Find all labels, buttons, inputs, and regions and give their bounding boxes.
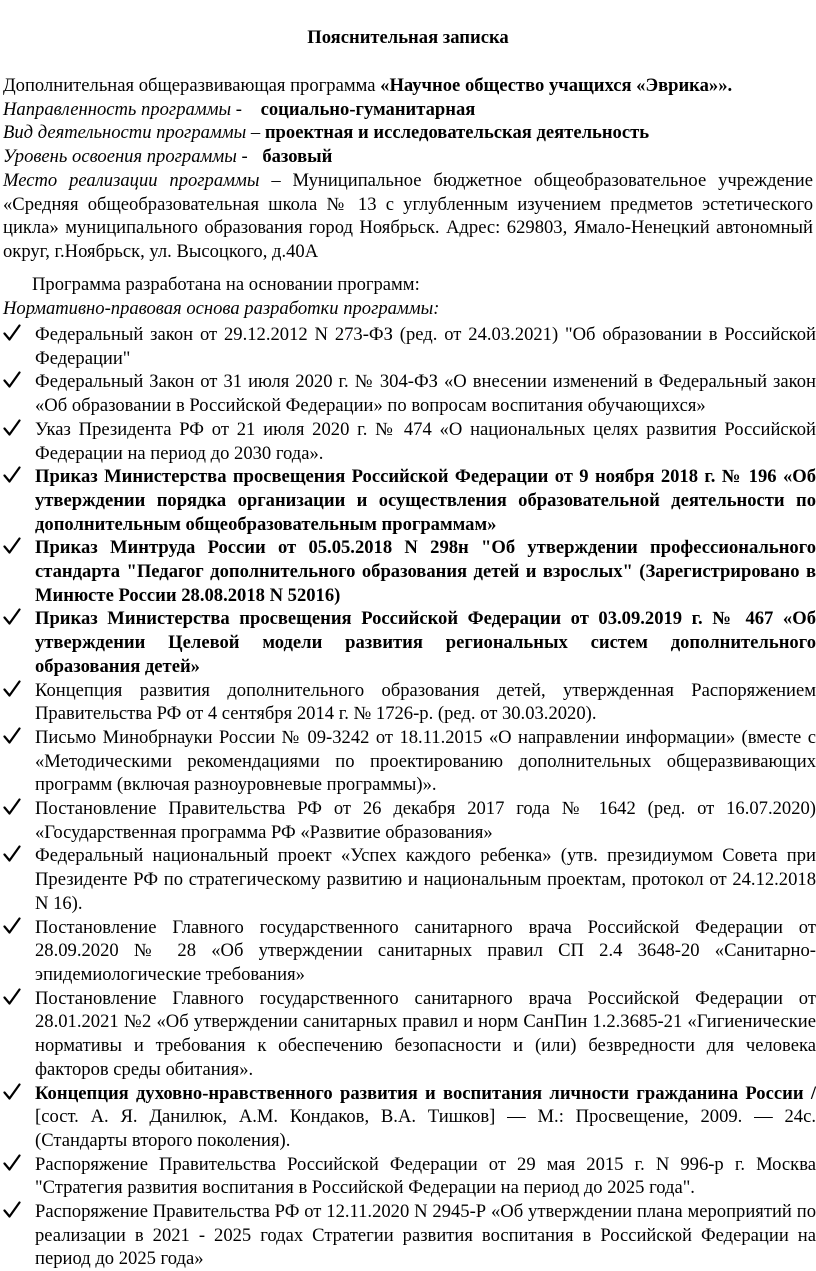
field-label: Уровень освоения программы - bbox=[3, 146, 253, 168]
program-name: «Научное общество учащихся «Эврика»». bbox=[380, 75, 733, 96]
field-label: Вид деятельности программы – bbox=[3, 122, 265, 144]
list-item-text: Приказ Министерства просвещения Российской Федерации от 9 ноября 2018 г. № 196 «Об утверждении порядка организации и осуществления образовательной деятельности по дополнительным общеобразовательным программам» bbox=[35, 466, 816, 535]
check-mark-icon bbox=[3, 679, 23, 701]
check-mark-icon bbox=[3, 323, 23, 345]
list-item-bold-text: Концепция духовно-нравственного развития и воспитания личности гражданина России / bbox=[35, 1082, 816, 1104]
list-item bbox=[3, 679, 816, 726]
check-mark-icon bbox=[3, 536, 23, 558]
legal-basis-list bbox=[3, 323, 816, 1271]
list-item-text: Письмо Минобрнауки России № 09-3242 от 18.11.2015 «О направлении информации» (вместе с «Методическими рекомендациями по проектированию дополнительных общеразвивающих программ (включая разноуровневые программы)». bbox=[35, 726, 816, 796]
place-paragraph bbox=[3, 169, 813, 264]
field-level bbox=[3, 145, 813, 169]
check-mark-icon bbox=[3, 1200, 23, 1222]
check-mark-icon bbox=[3, 418, 23, 440]
check-mark-icon bbox=[3, 916, 23, 938]
list-item bbox=[3, 1082, 816, 1153]
check-mark-icon bbox=[3, 797, 23, 819]
list-item-text: [сост. А. Я. Данилюк, А.М. Кондаков, В.А. Тишков] — М.: Просвещение, 2009. — 24с. (Стандарты второго поколения). bbox=[35, 1106, 816, 1151]
legal-basis-label: Нормативно-правовая основа разработки программы: bbox=[3, 297, 440, 319]
program-prefix: Дополнительная общеразвивающая программа bbox=[3, 75, 381, 96]
program-line bbox=[3, 74, 813, 98]
list-item-text: Федеральный Закон от 31 июля 2020 г. № 304-ФЗ «О внесении изменений в Федеральный закон «Об образовании в Российской Федерации» по вопросам воспитания обучающихся» bbox=[35, 371, 816, 417]
list-item bbox=[3, 536, 816, 607]
field-label: Направленность программы - bbox=[3, 98, 247, 120]
list-item-text: Постановление Правительства РФ от 26 декабря 2017 года № 1642 (ред. от 16.07.2020) «Государственная программа РФ «Развитие образования» bbox=[35, 798, 816, 843]
field-activity bbox=[3, 121, 813, 145]
list-item-text: Распоряжение Правительства Российской Федерации от 29 мая 2015 г. N 996-р г. Москва "Стратегия развития воспитания в Российской Федерации на период до 2025 года". bbox=[35, 1153, 816, 1199]
list-item bbox=[3, 323, 816, 370]
list-item bbox=[3, 370, 816, 417]
list-item bbox=[3, 465, 816, 536]
check-mark-icon bbox=[3, 370, 23, 392]
check-mark-icon bbox=[3, 844, 23, 866]
list-item-text: Распоряжение Правительства РФ от 12.11.2020 N 2945-Р «Об утверждении плана мероприятий по реализации в 2021 - 2025 годах Стратегии развития воспитания в Российской Федерации на период до 2025 года» bbox=[35, 1201, 816, 1270]
place-text: – Муниципальное бюджетное общеобразовательное учреждение «Средняя общеобразовательная школа № 13 с углубленным изучением предметов эстетического цикла» муниципального образования город Ноябрьск. Адрес: 629803, Ямало-Ненецкий автономный округ, г.Ноябрьск, ул. Высоцкого, д.40А bbox=[3, 169, 813, 262]
list-item bbox=[3, 418, 816, 465]
list-item-text: Приказ Минтруда России от 05.05.2018 N 298н "Об утверждении профессионального стандарта "Педагог дополнительного образования детей и взрослых" (Зарегистрировано в Минюсте России 28.08.2018 N 52016) bbox=[35, 537, 816, 606]
field-direction bbox=[3, 98, 813, 122]
check-mark-icon bbox=[3, 465, 23, 487]
list-item bbox=[3, 726, 816, 797]
basis-header bbox=[3, 273, 813, 320]
list-item-text: Федеральный национальный проект «Успех каждого ребенка» (утв. президиумом Совета при Президенте РФ по стратегическому развитию и национальным проектам, протокол от 24.12.2018 N 16). bbox=[35, 845, 816, 914]
list-item-text: Федеральный закон от 29.12.2012 N 273-ФЗ (ред. от 24.03.2021) "Об образовании в Российской Федерации" bbox=[35, 324, 816, 369]
list-item bbox=[3, 987, 816, 1082]
list-item bbox=[3, 1200, 816, 1271]
document-title: Пояснительная записка bbox=[307, 27, 509, 48]
list-item bbox=[3, 1153, 816, 1200]
check-mark-icon bbox=[3, 987, 23, 1009]
based-on-text: Программа разработана на основании программ: bbox=[32, 274, 420, 295]
check-mark-icon bbox=[3, 1082, 23, 1104]
field-value: базовый bbox=[262, 146, 333, 168]
list-item bbox=[3, 844, 816, 915]
list-item-text: Концепция развития дополнительного образования детей, утвержденная Распоряжением Правительства РФ от 4 сентября 2014 г. № 1726-р. (ред. от 30.03.2020). bbox=[35, 679, 816, 725]
list-item-text: Постановление Главного государственного санитарного врача Российской Федерации от 28.01.2021 №2 «Об утверждении санитарных правил и норм СанПин 1.2.3685-21 «Гигиенические нормативы и требования к обеспечению безопасности и (или) безвредности для человека факторов среды обитания». bbox=[35, 987, 816, 1080]
list-item bbox=[3, 797, 816, 844]
list-item-text: Постановление Главного государственного санитарного врача Российской Федерации от 28.09.2020 № 28 «Об утверждении санитарных правил СП 2.4 3648-20 «Санитарно-эпидемиологические требования» bbox=[35, 916, 816, 985]
list-item bbox=[3, 607, 816, 678]
list-item bbox=[3, 916, 816, 987]
check-mark-icon bbox=[3, 726, 23, 748]
check-mark-icon bbox=[3, 1153, 23, 1175]
list-item-text: Приказ Министерства просвещения Российской Федерации от 03.09.2019 г. № 467 «Об утверждении Целевой модели развития региональных систем дополнительного образования детей» bbox=[35, 608, 816, 677]
place-label: Место реализации программы bbox=[3, 169, 260, 191]
list-item-text: Указ Президента РФ от 21 июля 2020 г. № 474 «О национальных целях развития Российской Федерации на период до 2030 года». bbox=[35, 418, 816, 464]
check-mark-icon bbox=[3, 607, 23, 629]
field-value: социально-гуманитарная bbox=[260, 98, 476, 120]
program-header bbox=[3, 74, 813, 264]
field-value: проектная и исследовательская деятельность bbox=[264, 122, 650, 144]
